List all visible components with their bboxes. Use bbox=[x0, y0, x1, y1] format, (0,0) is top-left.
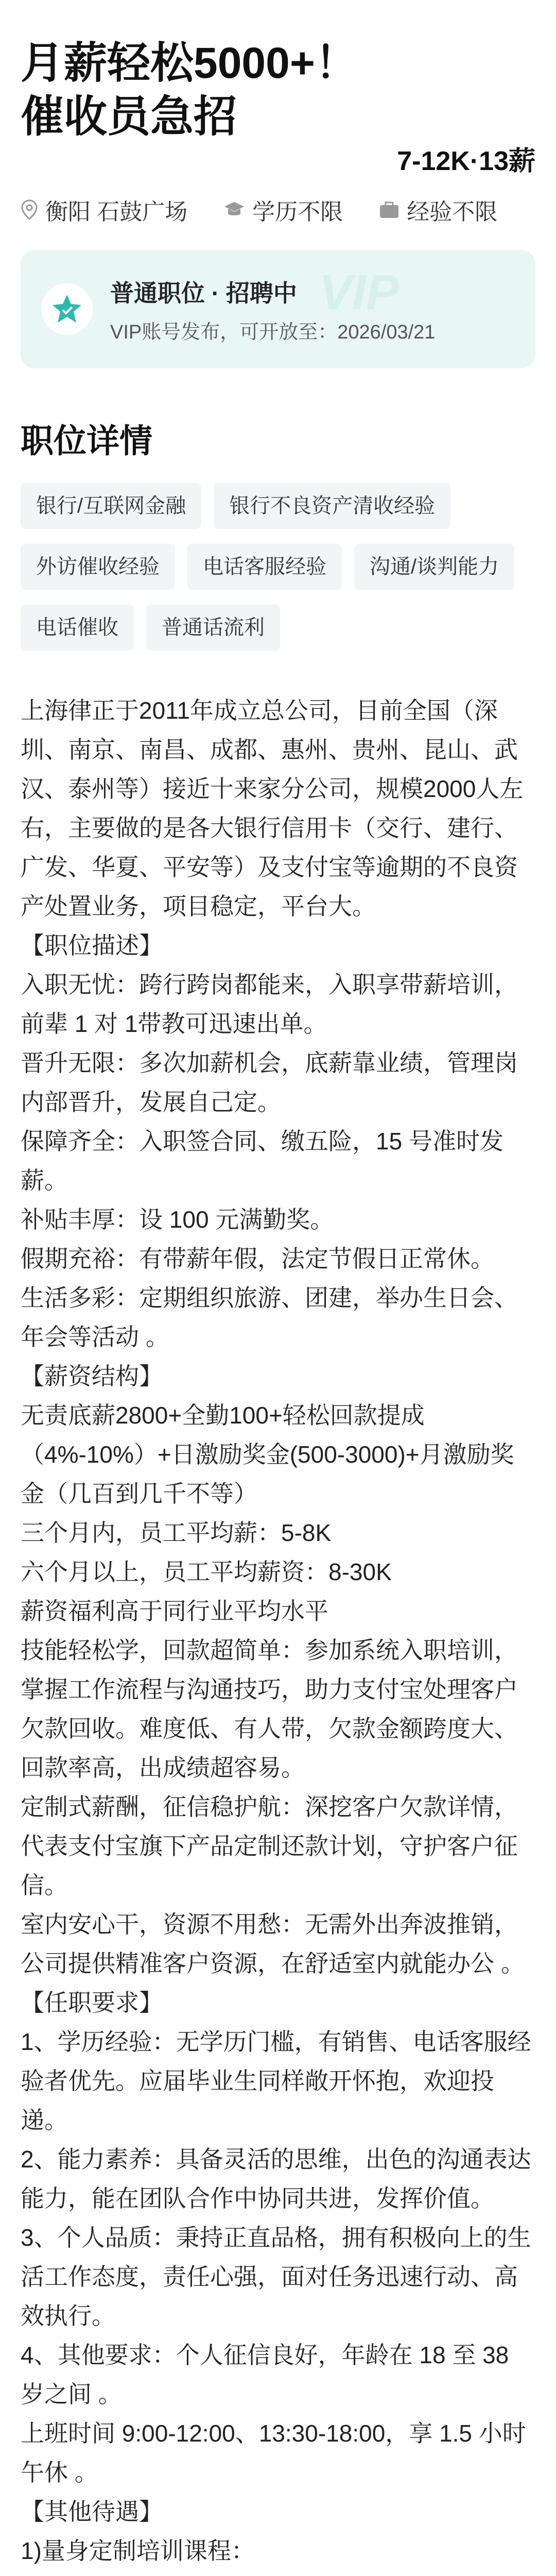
skill-tag: 电话催收 bbox=[21, 604, 134, 651]
description-paragraph: 补贴丰厚：设 100 元满勤奖。 bbox=[21, 1206, 334, 1233]
experience-text: 经验不限 bbox=[407, 199, 498, 225]
post-status-card bbox=[21, 250, 535, 368]
description-paragraph: 1、学历经验：无学历门槛，有销售、电话客服经验者优先。应届毕业生同样敞开怀抱，欢迎投递。 bbox=[21, 2028, 531, 2133]
job-header bbox=[21, 0, 535, 178]
description-paragraph: 薪资福利高于同行业平均水平 bbox=[21, 1598, 328, 1624]
description-paragraph: 上海律正于2011年成立总公司，目前全国（深圳、南京、南昌、成都、惠州、贵州、昆山、武汉、泰州等）接近十来家分公司，规模2000人左右，主要做的是各大银行信用卡（交行、建行、广发、华夏、平安等）及支付宝等逾期的不良资产处置业务，项目稳定，平台大。 bbox=[21, 697, 524, 920]
description-paragraph: 室内安心干，资源不用愁：无需外出奔波推销，公司提供精准客户资源，在舒适室内就能办公 。 bbox=[21, 1911, 525, 1977]
skill-tag: 普通话流利 bbox=[146, 604, 280, 651]
job-details-section bbox=[21, 415, 535, 2576]
description-paragraph: 上班时间 9:00-12:00、13:30-18:00，享 1.5 小时午休 。 bbox=[21, 2420, 526, 2486]
skill-tag: 外访催收经验 bbox=[21, 544, 175, 590]
vip-watermark: VIP bbox=[319, 265, 399, 320]
description-paragraph: 晋升无限：多次加薪机会，底薪靠业绩，管理岗内部晋升，发展自己定。 bbox=[21, 1049, 518, 1115]
description-paragraph: 六个月以上，员工平均薪资：8-30K bbox=[21, 1558, 392, 1585]
description-paragraph: 技能轻松学，回款超简单：参加系统入职培训，掌握工作流程与沟通技巧，助力支付宝处理客户欠款回收。难度低、有人带，欠款金额跨度大、回款率高，出成绩超容易。 bbox=[21, 1637, 518, 1781]
description-paragraph bbox=[21, 2570, 535, 2576]
skill-tag: 沟通/谈判能力 bbox=[354, 544, 514, 590]
post-title: 普通职位 · 招聘中 bbox=[110, 279, 297, 307]
skill-tag: 银行不良资产清收经验 bbox=[214, 483, 450, 529]
skill-tags bbox=[21, 483, 535, 665]
section-title-details: 职位详情 bbox=[21, 422, 152, 460]
job-title: 月薪轻松5000+！催收员急招 bbox=[21, 39, 358, 141]
description-paragraph: 4、其他要求：个人征信良好，年龄在 18 至 38 岁之间 。 bbox=[21, 2342, 509, 2408]
description-paragraph: 假期充裕：有带薪年假，法定节假日正常休。 bbox=[21, 1245, 494, 1272]
meta-education bbox=[223, 193, 343, 226]
skill-tag: 电话客服经验 bbox=[187, 544, 342, 590]
graduation-cap-icon bbox=[223, 200, 245, 219]
post-badge bbox=[41, 283, 93, 335]
location-pin-icon bbox=[21, 199, 38, 220]
description-paragraph: 生活多彩：定期组织旅游、团建，举办生日会、年会等活动 。 bbox=[21, 1284, 518, 1350]
description-paragraph: 3、个人品质：秉持正直品格，拥有积极向上的生活工作态度，责任心强，面对任务迅速行动、高效执行。 bbox=[21, 2224, 531, 2329]
meta-experience bbox=[379, 193, 497, 226]
meta-location bbox=[21, 193, 187, 226]
description-paragraph: 保障齐全：入职签合同、缴五险，15 号准时发薪。 bbox=[21, 1128, 503, 1194]
job-description bbox=[21, 691, 535, 2576]
description-heading: 【薪资结构】 bbox=[21, 1363, 163, 1389]
education-text: 学历不限 bbox=[252, 199, 343, 225]
description-paragraph: 三个月内，员工平均薪：5-8K bbox=[21, 1519, 332, 1546]
skill-tag: 银行/互联网金融 bbox=[21, 483, 201, 529]
description-heading: 【职位描述】 bbox=[21, 932, 163, 959]
description-heading: 【任职要求】 bbox=[21, 1989, 163, 2016]
post-subtitle: VIP账号发布，可开放至：2026/03/21 bbox=[110, 321, 436, 343]
description-paragraph: 入职无忧：跨行跨岗都能来，入职享带薪培训，前辈 1 对 1带教可迅速出单。 bbox=[21, 971, 518, 1037]
briefcase-icon bbox=[379, 200, 399, 219]
description-paragraph: 无责底薪2800+全勤100+轻松回款提成（4%-10%）+日激励奖金(500-3000)+月激励奖金（几百到几千不等） bbox=[21, 1402, 514, 1507]
description-paragraph: 2、能力素养：具备灵活的思维，出色的沟通表达能力，能在团队合作中协同共进，发挥价值。 bbox=[21, 2146, 531, 2212]
description-paragraph: 定制式薪酬，征信稳护航：深挖客户欠款详情，代表支付宝旗下产品定制还款计划，守护客户征信。 bbox=[21, 1793, 518, 1899]
salary: 7-12K·13薪 bbox=[397, 146, 535, 176]
star-badge-icon bbox=[50, 293, 83, 326]
description-paragraph: 1)量身定制培训课程： bbox=[21, 2537, 255, 2564]
location-text: 衡阳 石鼓广场 bbox=[45, 199, 188, 225]
job-meta bbox=[21, 193, 535, 226]
description-heading: 【其他待遇】 bbox=[21, 2498, 163, 2525]
